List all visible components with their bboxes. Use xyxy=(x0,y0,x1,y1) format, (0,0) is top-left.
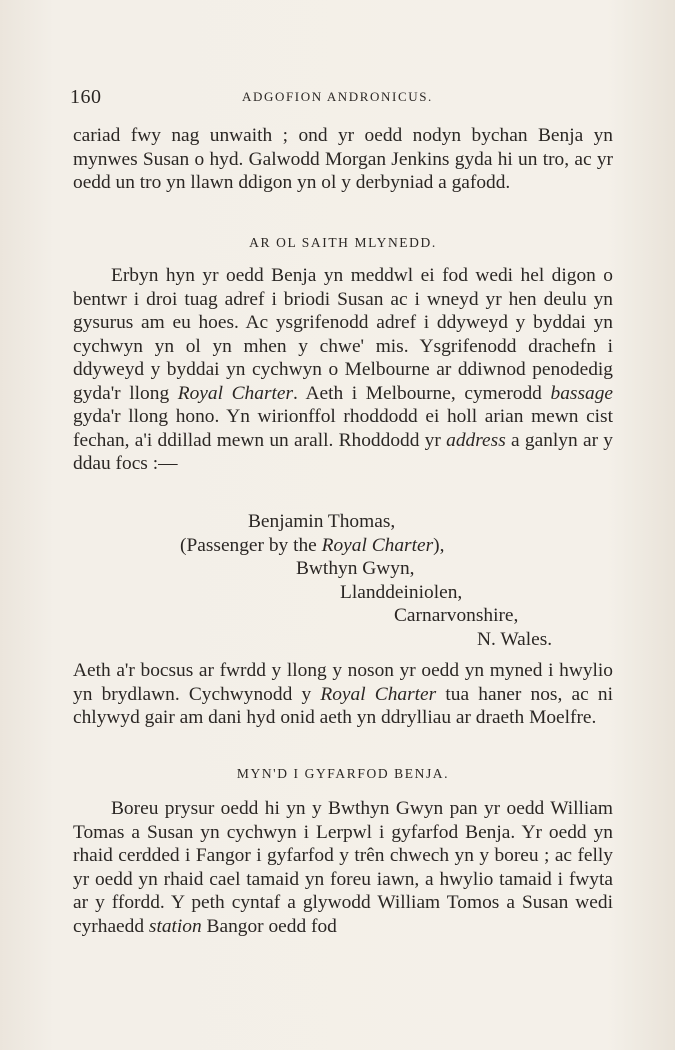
paragraph-4-text xyxy=(73,797,613,938)
p4-part-2: Bangor oedd fod xyxy=(201,915,337,937)
paragraph-4 xyxy=(73,797,613,938)
running-title: ADGOFION ANDRONICUS. xyxy=(242,89,433,104)
address-line-2-prefix: (Passenger by the xyxy=(180,535,322,556)
p4-station-word: station xyxy=(148,915,202,937)
p3-ship-name: Royal Charter xyxy=(320,683,437,705)
address-line-6: N. Wales. xyxy=(477,629,553,650)
address-line-2 xyxy=(180,534,444,558)
address-ship-name: Royal Charter xyxy=(321,535,434,556)
page-header xyxy=(70,86,615,112)
paragraph-3 xyxy=(73,659,613,730)
paragraph-2 xyxy=(73,264,613,476)
p4-part-1: Boreu prysur oedd hi yn y Bwthyn Gwyn pan yr oedd William Tomas a Susan yn cychwyn i Lerpwl i gyfarfod Benja. Yr oedd yn rhaid cerdded i Fangor i gyfarfod y trên chwech yn y boreu ; ac felly yr oedd yn rhaid cael tamaid yn foreu iawn, a hwylio tamaid i fwyta ar y ffordd. Y peth cyntaf a glywodd William Tomos a Susan wedi cyrhaedd xyxy=(73,798,613,937)
p2-part-1: Erbyn hyn yr oedd Benja yn meddwl ei fod wedi hel digon o bentwr i droi tuag adref i briodi Susan ac i wneyd yr hen deulu yn gysurus am eu hoes. Ac ysgrifenodd adref i ddyweyd y byddai yn cychwyn yn ol yn mhen y chwe' mis. Ysgrifenodd drachefn i ddyweyd y byddai yn cychwyn o Melbourne ar ddiwnod penodedig gyda'r llong xyxy=(73,265,613,404)
section-heading-saith-mlynedd: AR OL SAITH MLYNEDD. xyxy=(249,235,437,250)
paragraph-3-text xyxy=(73,659,613,730)
address-line-4: Llanddeiniolen, xyxy=(340,582,463,603)
address-line-2-suffix: ), xyxy=(433,535,445,556)
section-heading-gyfarfod-benja: MYN'D I GYFARFOD BENJA. xyxy=(236,766,450,781)
address-line-5: Carnarvonshire, xyxy=(394,605,519,626)
p3-part-1: Aeth a'r bocsus ar fwrdd y llong y noson yr oedd yn myned i hwylio yn brydlawn. Cychwynodd y xyxy=(73,660,613,705)
p2-address-word: address xyxy=(446,429,506,451)
p2-part-4: a ganlyn ar y ddau focs :— xyxy=(73,429,614,474)
p2-part-3: gyda'r llong hono. Yn wirionffol rhoddodd ei holl arian mewn cist fechan, a'i ddillad mewn un arall. Rhoddodd yr xyxy=(73,406,613,451)
page-number: 160 xyxy=(70,86,102,108)
p2-part-2: . Aeth i Melbourne, cymerodd xyxy=(293,382,551,404)
paragraph-1-text: cariad fwy nag unwaith ; ond yr oedd nodyn bychan Benja yn mynwes Susan o hyd. Galwodd Morgan Jenkins gyda hi un tro, ac yr oedd un tro yn llawn ddigon yn ol y derbyniad a gafodd. xyxy=(73,125,613,193)
p3-part-2: tua haner nos, ac ni chlywyd gair am dani hyd onid aeth yn ddrylliau ar draeth Moelfre. xyxy=(73,683,613,728)
address-line-1: Benjamin Thomas, xyxy=(248,511,396,532)
p2-passage-word: bassage xyxy=(550,382,613,404)
paragraph-continuation xyxy=(73,124,613,195)
address-line-3: Bwthyn Gwyn, xyxy=(296,558,415,579)
paragraph-2-text xyxy=(73,264,613,476)
p2-ship-name: Royal Charter xyxy=(177,382,294,404)
